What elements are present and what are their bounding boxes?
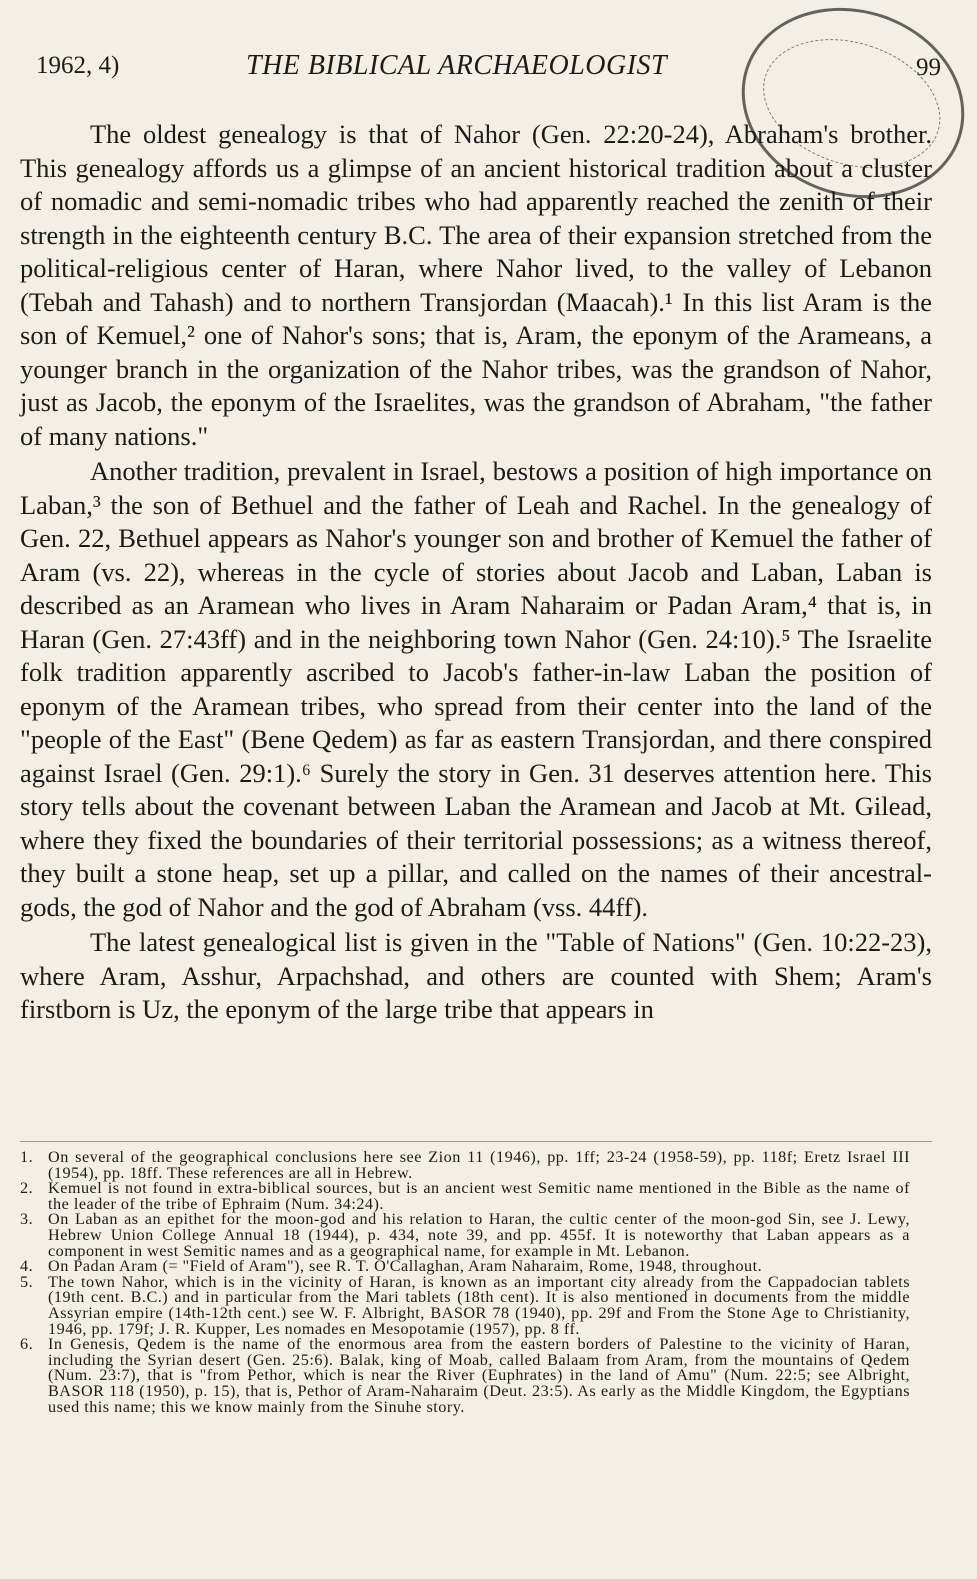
footnote-text: The town Nahor, which is in the vicinity of Haran, is known as an important city already from the Cappadocian tablets (19th cent. B.C.) and in particular from the Mari tablets (18th cent). It is also mentioned in documents from the middle Assyrian empire (14th-12th cent.) see W. F. Albright, BASOR 78 (1940), pp. 29f and From the Stone Age to Christianity, 1946, pp. 179f; J. R. Kupper, Les nomades en Mesopotamie (1957), pp. 8 ff. xyxy=(48,1272,910,1338)
footnote-5 xyxy=(20,1272,910,1338)
journal-title: THE BIBLICAL ARCHAEOLOGIST xyxy=(246,50,668,81)
footnote-2 xyxy=(20,1181,910,1212)
footnote-number: 6. xyxy=(20,1335,34,1354)
footnote-text: On Padan Aram (= "Field of Aram"), see R. T. O'Callaghan, Aram Naharaim, Rome, 1948, throughout. xyxy=(48,1257,763,1276)
footnote-text: Kemuel is not found in extra-biblical sources, but is an ancient west Semitic name mentioned in the Bible as the name of the leader of the tribe of Ephraim (Num. 34:24). xyxy=(48,1179,910,1213)
footnote-number: 5. xyxy=(20,1272,34,1291)
paragraph-1: The oldest genealogy is that of Nahor (Gen. 22:20-24), Abraham's brother. This genealogy affords us a glimpse of an ancient historical tradition about a cluster of nomadic and semi-nomadic tribes who had apparently reached the zenith of their strength in the eighteenth century B.C. The area of their expansion stretched from the political-religious center of Haran, where Nahor lived, to the valley of Lebanon (Tebah and Tahash) and to northern Transjordan (Maacah).¹ In this list Aram is the son of Kemuel,² one of Nahor's sons; that is, Aram, the eponym of the Arameans, a younger branch in the organization of the Nahor tribes, was the grandson of Nahor, just as Jacob, the eponym of the Israelites, was the grandson of Abraham, "the father of many nations." xyxy=(20,119,932,451)
footnote-number: 2. xyxy=(20,1179,34,1198)
paragraph-3: The latest genealogical list is given in the "Table of Nations" (Gen. 10:22-23), where Aram, Asshur, Arpachshad, and others are counted with Shem; Aram's firstborn is Uz, the eponym of the large tribe that appears in xyxy=(20,927,932,1024)
page-number: 99 xyxy=(916,54,941,81)
footnote-6 xyxy=(20,1337,910,1415)
issue-number: 1962, 4) xyxy=(36,52,120,79)
footnote-divider xyxy=(20,1141,932,1142)
footnote-text: In Genesis, Qedem is the name of the enormous area from the eastern borders of Palestine to the vicinity of Haran, including the Syrian desert (Gen. 25:6). Balak, king of Moab, called Balaam from Aram, from the mountains of Qedem (Num. 23:7), that is "from Pethor, which is near the River (Euphrates) in the land of Amu" (Num. 22:5; see Albright, BASOR 118 (1950), p. 15), that is, Pethor of Aram-Naharaim (Deut. 23:5). As early as the Middle Kingdom, the Egyptians used this name; this we know mainly from the Sinuhe story. xyxy=(48,1335,910,1416)
footnotes xyxy=(20,1150,910,1415)
footnote-text: On Laban as an epithet for the moon-god and his relation to Haran, the cultic center of the moon-god Sin, see J. Lewy, Hebrew Union College Annual 18 (1944), p. 434, note 39, and pp. 455f. It is noteworthy that Laban appears as a component in west Semitic names and as a geographical name, for example in Mt. Lebanon. xyxy=(48,1210,910,1260)
footnote-number: 1. xyxy=(20,1148,34,1166)
footnote-1 xyxy=(20,1150,910,1181)
paragraph-2: Another tradition, prevalent in Israel, bestows a position of high importance on Laban,³ the son of Bethuel and the father of Leah and Rachel. In the genealogy of Gen. 22, Bethuel appears as Nahor's younger son and brother of Kemuel the father of Aram (vs. 22), whereas in the cycle of stories about Jacob and Laban, Laban is described as an Aramean who lives in Aram Naharaim or Padan Aram,⁴ that is, in Haran (Gen. 27:43ff) and in the neighboring town Nahor (Gen. 24:10).⁵ The Israelite folk tradition apparently ascribed to Jacob's father-in-law Laban the position of eponym of the Aramean tribes, who spread from their center into the land of the "people of the East" (Bene Qedem) as far as eastern Transjordan, and there conspired against Israel (Gen. 29:1).⁶ Surely the story in Gen. 31 deserves attention here. This story tells about the covenant between Laban the Aramean and Jacob at Mt. Gilead, where they fixed the boundaries of their territorial possessions; as a witness thereof, they built a stone heap, set up a pillar, and called on the names of their ancestral-gods, the god of Nahor and the god of Abraham (vss. 44ff). xyxy=(20,456,932,922)
footnote-number: 3. xyxy=(20,1210,34,1229)
footnote-3 xyxy=(20,1212,910,1259)
footnote-text: On several of the geographical conclusions here see Zion 11 (1946), pp. 1ff; 23-24 (1958-59), pp. 118f; Eretz Israel III (1954), pp. 18ff. These references are all in Hebrew. xyxy=(48,1148,910,1182)
main-text xyxy=(20,118,932,1027)
footnote-number: 4. xyxy=(20,1257,34,1276)
